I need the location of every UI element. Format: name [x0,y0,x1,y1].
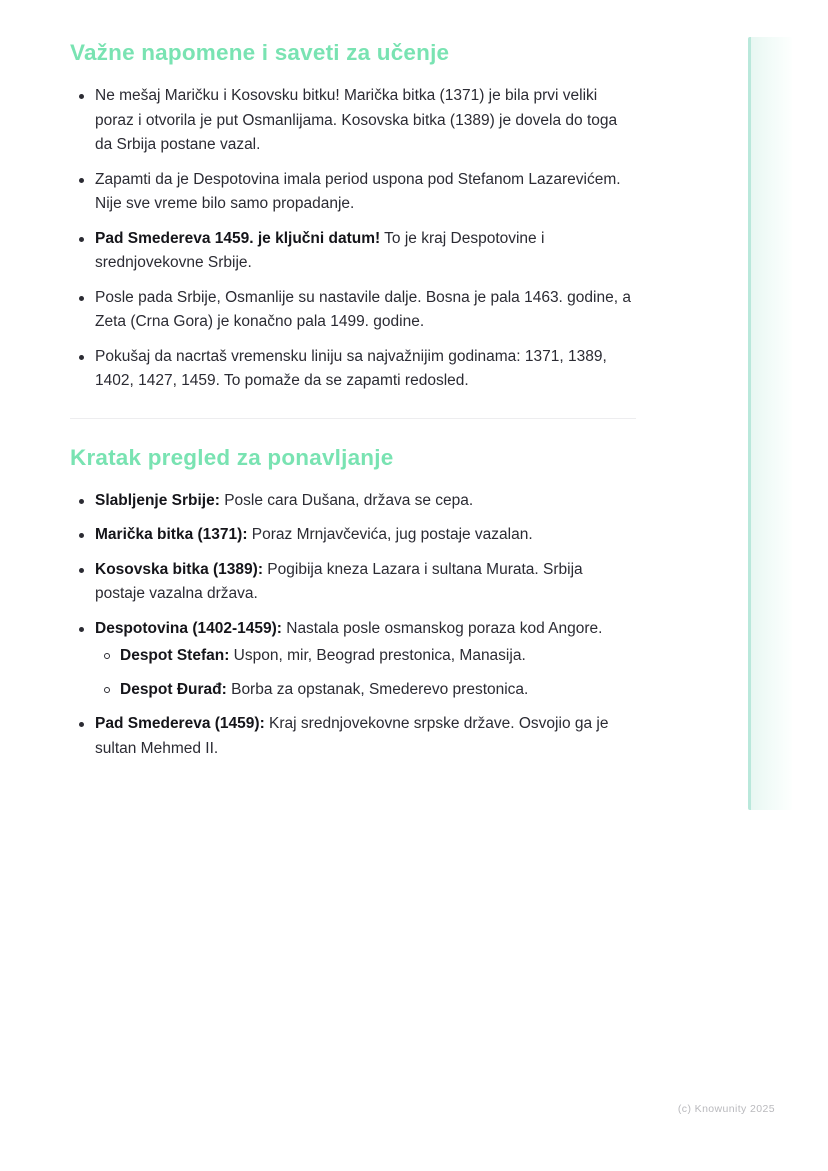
bullet-icon [79,722,84,727]
bullet-icon [79,533,84,538]
item-text: Uspon, mir, Beograd prestonica, Manasija. [229,647,526,664]
item-text: Ne mešaj Maričku i Kosovsku bitku! Marička bitka (1371) je bila prvi veliki poraz i otvorila je put Osmanlijama. Kosovska bitka (1389) je dovela do toga da Srbija postane vazal. [95,87,618,153]
list-item [70,558,636,607]
list-item [70,617,636,703]
item-text: Nastala posle osmanskog poraza kod Angore. [281,619,603,637]
section-divider [70,418,636,419]
bullet-icon [79,499,84,504]
item-bold-label: Pad Smedereva (1459): [95,715,265,732]
section-title-review: Kratak pregled za ponavljanje [70,444,394,470]
list-item [70,227,636,276]
decorative-stripe [748,37,792,810]
list-item [70,523,636,548]
item-text: Borba za opstanak, Smederevo prestonica. [226,680,529,698]
item-text: Poraz Mrnjavčevića, jug postaje vazalan. [247,526,533,543]
study-tips-list [70,84,636,394]
review-list [70,489,636,762]
list-item [70,712,636,761]
item-bold-label: Despotovina (1402-1459): [95,619,282,637]
sub-list-item [95,644,636,669]
footer-copyright: (c) Knowunity 2025 [677,1103,775,1115]
list-item [70,489,636,514]
despotovina-sub-list [95,644,636,702]
item-text: Posle pada Srbije, Osmanlije su nastavile dalje. Bosna je pala 1463. godine, a Zeta (Crna Gora) je konačno pala 1499. godine. [95,288,631,330]
item-bold-label: Slabljenje Srbije: [95,491,220,509]
list-item [70,286,636,335]
circle-bullet-icon [104,687,110,693]
list-item [70,84,636,158]
bullet-icon [79,296,84,301]
bullet-icon [79,627,84,632]
item-text: Pokušaj da nacrtaš vremensku liniju sa najvažnijim godinama: 1371, 1389, 1402, 1427, 1459. To pomaže da se zapamti redosled. [95,347,607,389]
list-item [70,345,636,394]
item-bold-label: Pad Smedereva 1459. je ključni datum! [95,229,381,247]
item-bold-label: Marička bitka (1371): [95,526,248,543]
item-text: Zapamti da je Despotovina imala period uspona pod Stefanom Lazarevićem. Nije sve vreme bilo samo propadanje. [95,170,621,212]
item-bold-label: Kosovska bitka (1389): [95,560,263,578]
item-bold-label: Despot Stefan: [120,647,230,664]
sub-list-item [95,678,636,703]
bullet-icon [79,355,84,360]
item-text: To je kraj Despotovine i srednjovekovne Srbije. [95,229,545,271]
bullet-icon [79,178,84,183]
item-text: Pogibija kneza Lazara i sultana Murata. Srbija postaje vazalna država. [95,560,583,602]
list-item [70,168,636,217]
bullet-icon [79,568,84,573]
bullet-icon [79,94,84,99]
section-title-study-tips: Važne napomene i saveti za učenje [70,40,450,65]
page-content [70,40,636,771]
item-text: Posle cara Dušana, država se cepa. [219,491,474,509]
bullet-icon [79,237,84,242]
item-text: Kraj srednjovekovne srpske države. Osvojio ga je sultan Mehmed II. [95,715,609,757]
item-bold-label: Despot Đurađ: [120,680,227,698]
circle-bullet-icon [104,653,110,659]
